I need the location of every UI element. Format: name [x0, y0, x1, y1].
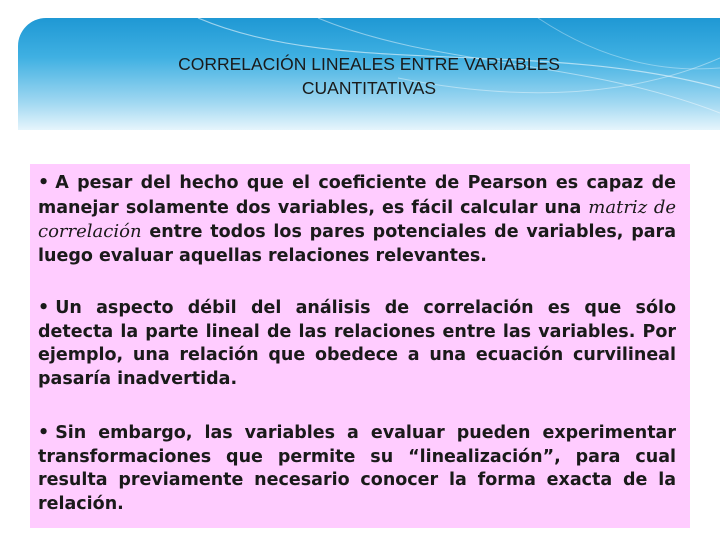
paragraph-2-text: Un aspecto débil del análisis de correlación es que sólo detecta la parte lineal de las relaciones entre las variables. Por ejemplo, una relación que obedece a una ecuación curvilineal pasaría inadvertida.	[38, 298, 676, 389]
bullet-1: •	[38, 173, 50, 193]
paragraph-3	[38, 422, 676, 516]
paragraph-1	[38, 172, 676, 268]
bullet-2: •	[38, 298, 50, 318]
paragraph-1-text-after: entre todos los pares potenciales de variables, para luego evaluar aquellas relaciones relevantes.	[38, 222, 677, 266]
content-box	[30, 164, 690, 528]
slide-title-line1: CORRELACIÓN LINEALES ENTRE VARIABLES	[178, 54, 560, 74]
paragraph-2	[38, 297, 676, 391]
bullet-3: •	[38, 423, 50, 443]
paragraph-3-text: Sin embargo, las variables a evaluar pueden experimentar transformaciones que permite su “linealización”, para cual resulta previamente necesario conocer la forma exacta de la relación.	[38, 423, 676, 514]
paragraph-1-emphasis: matriz de correlación	[38, 196, 676, 242]
slide-title-line2: CUANTITATIVAS	[301, 78, 437, 98]
paragraph-1-text-before: A pesar del hecho que el coeficiente de Pearson es capaz de manejar solamente dos variables, es fácil calcular una	[38, 173, 676, 218]
slide-title	[18, 52, 720, 100]
